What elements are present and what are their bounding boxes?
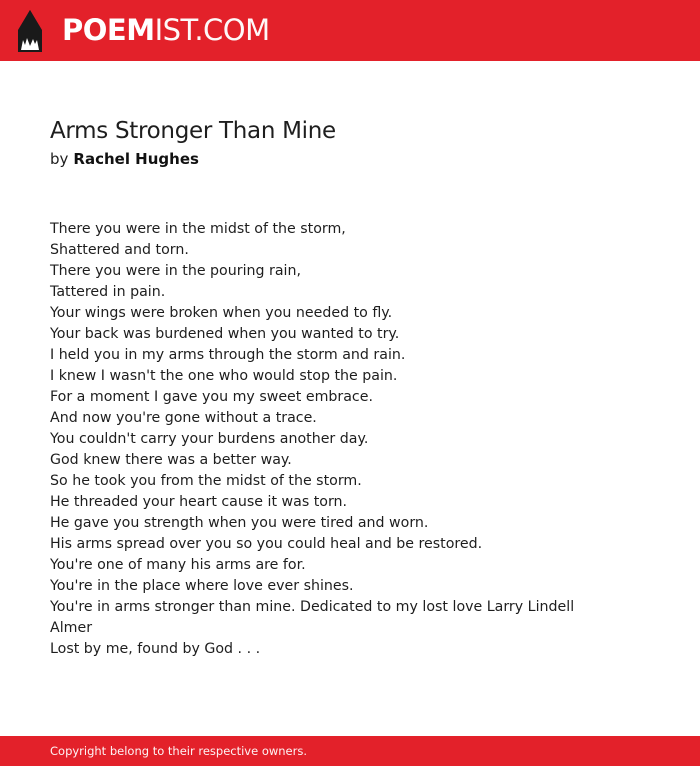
poem-line: Your back was burdened when you wanted to try. bbox=[50, 326, 400, 342]
poem-line: There you were in the pouring rain, bbox=[50, 263, 301, 279]
poem-line: Almer bbox=[50, 620, 93, 636]
logo-text-light: IST.COM bbox=[154, 13, 270, 47]
poem-line: You're in arms stronger than mine. Dedicated to my lost love Larry Lindell bbox=[50, 599, 575, 615]
site-logo-link[interactable] bbox=[18, 9, 270, 52]
poem-line: And now you're gone without a trace. bbox=[50, 410, 317, 426]
poem-line: I knew I wasn't the one who would stop the pain. bbox=[50, 368, 398, 384]
poem-line: So he took you from the midst of the storm. bbox=[50, 473, 362, 489]
poem-body bbox=[50, 219, 650, 660]
poem-line: You're one of many his arms are for. bbox=[50, 557, 306, 573]
by-label: by bbox=[50, 150, 69, 168]
author-name: Rachel Hughes bbox=[73, 150, 199, 168]
poem-line: You couldn't carry your burdens another day. bbox=[50, 431, 369, 447]
site-footer bbox=[0, 736, 700, 766]
poem-line: I held you in my arms through the storm and rain. bbox=[50, 347, 406, 363]
site-logo-text bbox=[62, 13, 270, 47]
poem-line: Tattered in pain. bbox=[50, 284, 166, 300]
poem-line: Lost by me, found by God . . . bbox=[50, 641, 261, 657]
poem-line: Your wings were broken when you needed to fly. bbox=[50, 305, 393, 321]
poem-line: He gave you strength when you were tired and worn. bbox=[50, 515, 429, 531]
poem-title: Arms Stronger Than Mine bbox=[50, 118, 336, 144]
poem-line: God knew there was a better way. bbox=[50, 452, 292, 468]
pencil-icon bbox=[18, 10, 42, 52]
poem-line: His arms spread over you so you could heal and be restored. bbox=[50, 536, 483, 552]
poem-line: There you were in the midst of the storm, bbox=[50, 221, 346, 237]
poem-line: He threaded your heart cause it was torn. bbox=[50, 494, 348, 510]
poem-line: For a moment I gave you my sweet embrace. bbox=[50, 389, 373, 405]
copyright-text: Copyright belong to their respective owners. bbox=[50, 744, 308, 758]
logo-text-bold: POEM bbox=[62, 13, 155, 47]
site-header bbox=[0, 0, 700, 61]
poem-line: Shattered and torn. bbox=[50, 242, 189, 258]
poem-line: You're in the place where love ever shines. bbox=[50, 578, 354, 594]
poem-byline bbox=[50, 149, 199, 169]
